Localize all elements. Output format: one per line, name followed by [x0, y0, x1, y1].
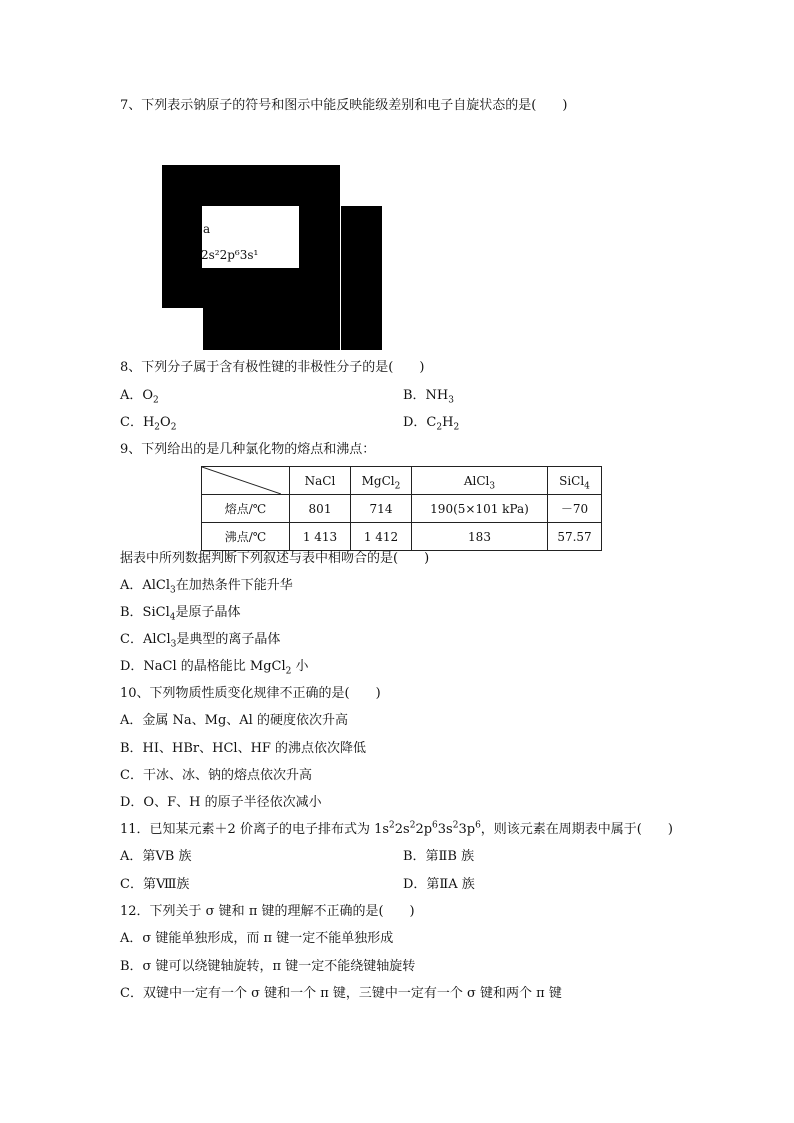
q9-option-d: D．NaCl 的晶格能比 MgCl$_2$ 小	[120, 659, 309, 677]
q9-question: 据表中所列数据判断下列叙述与表中相吻合的是( )	[120, 551, 430, 566]
table-row	[202, 495, 602, 523]
table-header-row	[202, 467, 602, 495]
header-alcl3: AlCl$_3$	[412, 467, 548, 495]
q11-stem: 11．已知某元素＋2 价离子的电子排布式为 $1s^22s^22p^63s^23p^6$，则该元素在周期表中属于( )	[120, 820, 673, 837]
q9-stem: 9、下列给出的是几种氯化物的熔点和沸点：	[120, 442, 376, 457]
q11-option-c: C．第Ⅷ族	[120, 877, 190, 892]
redaction-block-left	[162, 206, 202, 268]
table-cell: 714	[351, 495, 412, 523]
q8-option-b: B．$NH_3$	[403, 388, 454, 406]
table-cell: 1 412	[351, 523, 412, 551]
table-corner-cell	[202, 467, 290, 495]
redaction-block-mid	[299, 206, 340, 268]
q12-option-c: C．双键中一定有一个 σ 键和一个 π 键，三键中一定有一个 σ 键和两个 π 键	[120, 986, 562, 1001]
q12-option-a: A．σ 键能单独形成，而 π 键一定不能单独形成	[120, 931, 394, 946]
redaction-block-bottom	[203, 308, 340, 350]
header-sicl4: SiCl$_4$	[548, 467, 602, 495]
table-cell: －70	[548, 495, 602, 523]
q12-stem: 12．下列关于 σ 键和 π 键的理解不正确的是( )	[120, 904, 415, 919]
q9-option-c: C．AlCl$_3$是典型的离子晶体	[120, 632, 281, 650]
table-cell: 801	[290, 495, 351, 523]
q9-option-a: A．AlCl$_3$在加热条件下能升华	[120, 578, 293, 596]
table-cell: 183	[412, 523, 548, 551]
figure-fragment-a: a	[203, 222, 211, 236]
q11-option-d: D．第ⅡA 族	[403, 877, 475, 892]
header-mgcl2: MgCl$_2$	[351, 467, 412, 495]
table-cell: 190(5×101 kPa)	[412, 495, 548, 523]
table-row	[202, 523, 602, 551]
redaction-block-top	[162, 165, 340, 206]
redaction-block-right	[341, 206, 382, 350]
table-cell: 57.57	[548, 523, 602, 551]
diagonal-line	[202, 467, 281, 494]
q8-option-a: A．$O_2$	[120, 388, 159, 406]
q8-stem: 8、下列分子属于含有极性键的非极性分子的是( )	[120, 360, 425, 375]
q10-option-b: B．HI、HBr、HCl、HF 的沸点依次降低	[120, 741, 367, 756]
q10-option-d: D．O、F、H 的原子半径依次减小	[120, 795, 322, 810]
q10-option-a: A．金属 Na、Mg、Al 的硬度依次升高	[120, 713, 348, 728]
figure-fragment-config: 2s²2p⁶3s¹	[201, 248, 259, 262]
q9-option-b: B．SiCl$_4$是原子晶体	[120, 605, 241, 623]
chloride-table	[201, 466, 602, 551]
row-label-melting: 熔点/℃	[202, 495, 290, 523]
q7-stem: 7、下列表示钠原子的符号和图示中能反映能级差别和电子自旋状态的是( )	[120, 98, 568, 113]
q12-option-b: B．σ 键可以绕键轴旋转，π 键一定不能绕键轴旋转	[120, 959, 416, 974]
q10-stem: 10、下列物质性质变化规律不正确的是( )	[120, 686, 381, 701]
q11-option-a: A．第ⅤB 族	[120, 849, 192, 864]
q10-option-c: C．干冰、冰、钠的熔点依次升高	[120, 768, 312, 783]
table-cell: 1 413	[290, 523, 351, 551]
q11-option-b: B．第ⅡB 族	[403, 849, 475, 864]
q8-option-d: D．$C_2H_2$	[403, 415, 460, 433]
redaction-block-lower-left	[162, 268, 340, 308]
row-label-boiling: 沸点/℃	[202, 523, 290, 551]
q8-option-c: C．$H_2O_2$	[120, 415, 177, 433]
header-nacl: NaCl	[290, 467, 351, 495]
